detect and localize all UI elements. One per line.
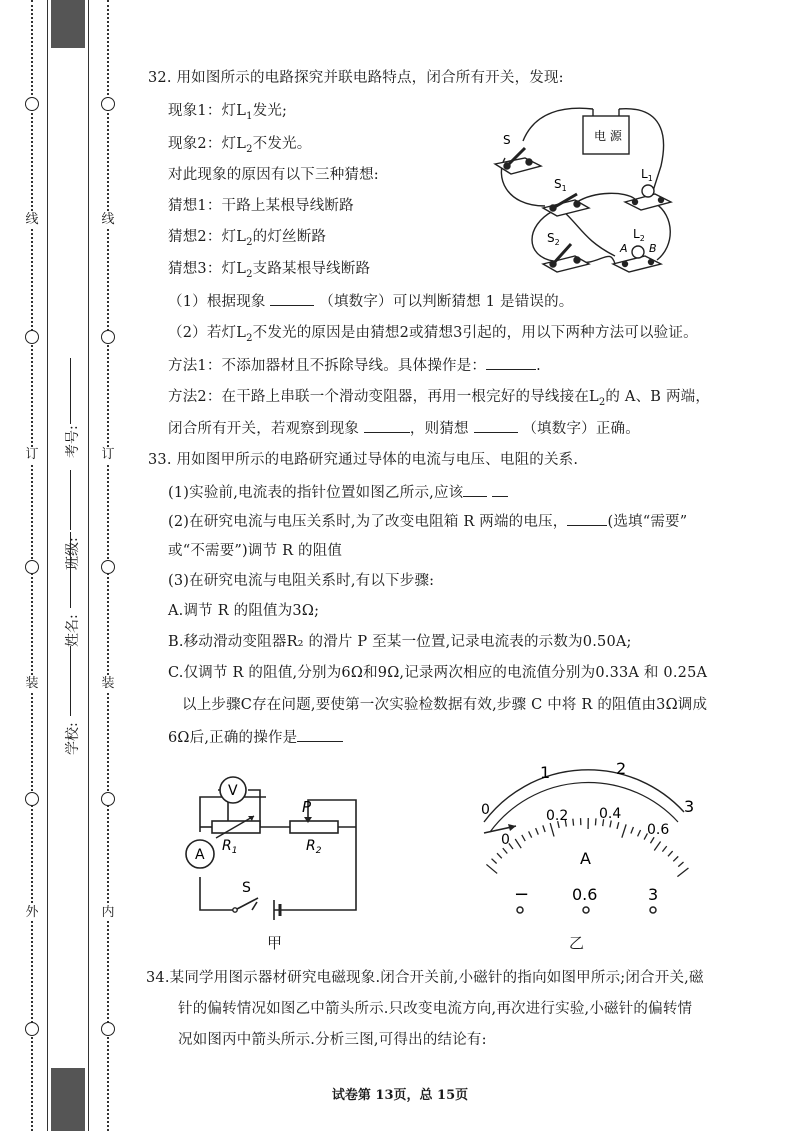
top-scale-2: 2 — [616, 760, 627, 778]
q32-guess-3: 猜想3：灯$L_2$支路某根导线断路 — [168, 261, 371, 280]
dial-tick — [492, 859, 497, 864]
label-l2: $L_2$ — [633, 227, 645, 243]
margin-char-nei: 内 — [97, 905, 119, 921]
unit-a: A — [580, 849, 591, 868]
terminal-3: 3 — [648, 885, 659, 904]
dial-tick — [654, 842, 660, 851]
q33-step-3: (3)在研究电流与电阻关系时,有以下步骤: — [168, 573, 435, 589]
label-v: V — [228, 783, 238, 799]
q34-line-2: 针的偏转情况如图乙中箭头所示.只改变电流方向,再次进行实验,小磁针的偏转情 — [178, 1001, 693, 1017]
outer-dotted-line — [25, 0, 39, 1131]
dial-tick — [595, 818, 596, 825]
label-s1: $S_1$ — [554, 177, 567, 193]
label-p: P — [302, 798, 312, 816]
power-source-label: 电 源 — [594, 129, 622, 143]
dial-tick — [503, 848, 507, 853]
school-field[interactable] — [70, 646, 71, 716]
margin-char-wai: 外 — [21, 905, 43, 921]
q34-line-3: 况如图丙中箭头所示.分析三图,可得出的结论有: — [178, 1032, 487, 1048]
dial-tick — [536, 828, 539, 834]
margin-char-xian: 线 — [21, 212, 43, 228]
top-scale-1: 1 — [540, 763, 551, 782]
terminal-0-6: 0.6 — [572, 885, 598, 904]
answer-blank[interactable] — [486, 355, 536, 370]
inner-dotted-line — [101, 0, 115, 1131]
switch-s2 — [543, 244, 589, 272]
margin-char-ding: 订 — [21, 447, 43, 463]
switch-s1 — [543, 194, 589, 216]
binding-hole — [25, 792, 39, 806]
q32-intro: 对此现象的原因有以下三种猜想: — [168, 167, 379, 183]
q32-method-2: 方法2：在干路上串联一个滑动变阻器，再用一根完好的导线接在$L_2$的 A、B 两端， — [168, 389, 711, 408]
answer-blank[interactable] — [492, 482, 508, 497]
dial-tick — [673, 856, 678, 861]
label-b: B — [649, 242, 657, 255]
q32-guess-1: 猜想1：干路上某根导线断路 — [168, 198, 354, 214]
figure-caption-jia: 甲 — [267, 934, 283, 952]
label-s: S — [242, 880, 251, 896]
terminal-negative-post — [517, 907, 523, 913]
class-label: 班级: — [65, 537, 81, 570]
q32-part-1: （1）根据现象 （填数字）可以判断猜想 1 是错误的。 — [168, 291, 574, 312]
q33-step-c-note: 以上步骤C存在问题,要使第一次实验检数据有效,步骤 C 中将 R 的阻值由3Ω调成 — [182, 697, 708, 713]
dial-tick — [638, 830, 641, 836]
top-scale-0: 0 — [481, 802, 490, 818]
bottom-scale-0: 0 — [501, 832, 510, 848]
label-r1: $R_1$ — [222, 838, 238, 856]
figure-caption-yi: 乙 — [569, 934, 585, 952]
q33-step-2-cont: 或“不需要”)调节 R 的阻值 — [168, 543, 343, 559]
binding-hole — [101, 97, 115, 111]
dial-tick — [529, 831, 532, 837]
q33-step-b: B.移动滑动变阻器R₂ 的滑片 P 至某一位置,记录电流表的示数为0.50A; — [168, 634, 632, 650]
dial-tick — [497, 853, 502, 858]
terminal-negative: − — [514, 884, 530, 905]
q33-step-2: (2)在研究电流与电压关系时,为了改变电阻箱 R 两端的电压， (选填“需要” — [168, 511, 687, 532]
label-r2: $R_2$ — [306, 838, 322, 856]
bottom-scale-0-4: 0.4 — [599, 806, 622, 822]
q32-method-1: 方法1：不添加器材且不拆除导线。具体操作是： . — [168, 355, 541, 376]
q32-method-2-cont: 闭合所有开关，若观察到现象 ，则猜想 （填数字）正确。 — [168, 418, 640, 439]
bottom-scale-0-2: 0.2 — [546, 808, 569, 824]
school-label: 学校: — [65, 722, 81, 755]
answer-blank[interactable] — [364, 418, 410, 433]
dial-tick — [522, 835, 525, 841]
answer-blank[interactable] — [270, 291, 314, 306]
exam-no-label: 考号: — [65, 425, 81, 458]
bottom-scale-0-6: 0.6 — [647, 822, 670, 838]
q32-stem: 32. 用如图所示的电路探究并联电路特点，闭合所有开关，发现: — [148, 70, 564, 86]
student-info-fields — [48, 0, 88, 1131]
q33-stem: 33. 用如图甲所示的电路研究通过导体的电流与电压、电阻的关系. — [148, 452, 579, 468]
dial-tick — [662, 846, 666, 851]
label-a: A — [620, 242, 628, 255]
binding-hole — [101, 1022, 115, 1036]
margin-char-xian: 线 — [97, 212, 119, 228]
dial-tick — [573, 819, 574, 826]
switch — [237, 898, 258, 909]
margin-char-zhuang: 装 — [97, 676, 119, 692]
label-a: A — [195, 847, 205, 863]
terminal-0-6-post — [583, 907, 589, 913]
q33-step-c: C.仅调节 R 的阻值,分别为6Ω和9Ω,记录两次相应的电流值分别为0.33A 和 0.25A — [168, 665, 708, 681]
binding-hole — [101, 330, 115, 344]
q34-line-1: 34.某同学用图示器材研究电磁现象.闭合开关前,小磁针的指向如图甲所示;闭合开关,磁 — [146, 970, 704, 986]
q32-part-2: （2）若灯$L_2$不发光的原因是由猜想2或猜想3引起的，用以下两种方法可以验证。 — [168, 325, 698, 344]
name-label: 姓名: — [65, 614, 81, 647]
dial-tick — [486, 864, 497, 873]
answer-blank[interactable] — [567, 511, 607, 526]
dial-tick — [617, 822, 619, 829]
dial-tick — [543, 825, 545, 832]
dial-tick — [650, 837, 654, 843]
dial-tick — [668, 851, 673, 856]
answer-blank[interactable] — [474, 418, 518, 433]
dial-tick — [622, 824, 626, 837]
q32-guess-2: 猜想2：灯$L_2$的灯丝断路 — [168, 229, 327, 248]
page-footer: 试卷第 13页，总 15页 — [331, 1088, 469, 1103]
exam-no-field[interactable] — [70, 358, 71, 424]
terminal-3-post — [650, 907, 656, 913]
q33-step-c-note-cont: 6Ω后,正确的操作是 — [168, 727, 343, 748]
q33-circuit-jia — [178, 770, 378, 920]
rheostat-r2 — [290, 821, 338, 833]
dial-tick — [678, 862, 683, 867]
binding-hole — [25, 560, 39, 574]
answer-blank[interactable] — [297, 727, 343, 742]
dial-tick — [550, 823, 554, 836]
q32-circuit-figure — [485, 96, 685, 286]
q32-phenomenon-2: 现象2：灯$L_2$不发光。 — [168, 136, 312, 155]
label-l1: $L_1$ — [641, 167, 653, 183]
margin-char-zhuang: 装 — [21, 676, 43, 692]
dial-tick — [515, 839, 521, 848]
q32-phenomenon-1: 现象1：灯$L_1$发光; — [168, 103, 288, 122]
binding-hole — [101, 560, 115, 574]
top-scale-3: 3 — [684, 797, 695, 816]
binding-hole — [101, 792, 115, 806]
margin-rule — [88, 0, 89, 1131]
q33-step-1: (1)实验前,电流表的指针位置如图乙所示,应该 — [168, 482, 508, 503]
binding-hole — [25, 330, 39, 344]
q33-ammeter-yi — [466, 760, 706, 920]
label-s2: $S_2$ — [547, 231, 560, 247]
label-s: S — [503, 133, 511, 147]
dial-tick — [631, 827, 634, 834]
binding-hole — [25, 1022, 39, 1036]
class-field[interactable] — [70, 470, 71, 530]
answer-blank[interactable] — [463, 482, 487, 497]
dial-tick — [677, 868, 688, 877]
q33-step-a: A.调节 R 的阻值为3Ω; — [168, 603, 320, 619]
binding-hole — [25, 97, 39, 111]
margin-char-ding: 订 — [97, 447, 119, 463]
